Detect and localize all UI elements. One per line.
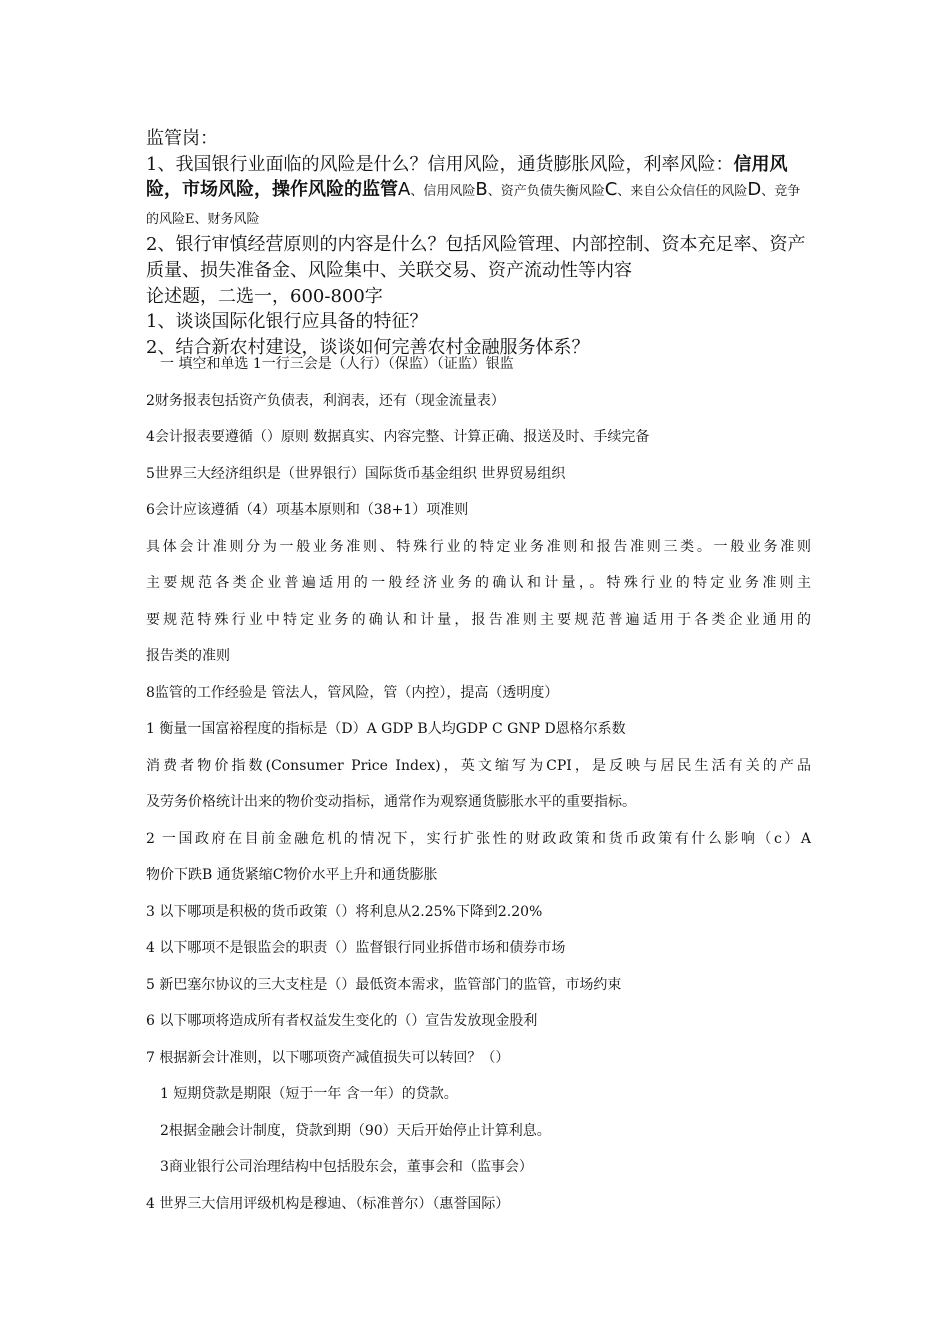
mcq-line-14: 4 世界三大信用评级机构是穆迪、（标准普尔）（惠誉国际） — [146, 1195, 510, 1212]
essay-item-2: 2、结合新农村建设，谈谈如何完善农村金融服务体系？ — [146, 336, 590, 358]
fill-line-7: 主要规范各类企业普遍适用的一般经济业务的确认和计量，。特殊行业的特定业务准则主 — [146, 575, 811, 591]
mcq-line-9: 6 以下哪项将造成所有者权益发生变化的（）宣告发放现金股利 — [146, 1013, 538, 1029]
mcq-line-13: 3商业银行公司治理结构中包括股东会，董事会和（监事会） — [160, 1159, 533, 1175]
mcq-line-12: 2根据金融会计制度，贷款到期（90）天后开始停止计算利息。 — [160, 1122, 551, 1139]
fill-line-5: 6会计应该遵循（4）项基本原则和（38+1）项准则 — [146, 502, 469, 518]
mcq-line-8: 5 新巴塞尔协议的三大支柱是（）最低资本需求，监管部门的监管，市场约束 — [146, 976, 622, 993]
fill-line-1: 一 填空和单选 1一行三会是（人行）（保监）（证监）银监 — [160, 356, 514, 372]
document-body-section — [146, 346, 811, 1222]
question-1-answer-bold: 信用风险，市场风险，操作风险的监管 — [146, 153, 788, 201]
fill-line-6: 具体会计准则分为一般业务准则、特殊行业的特定业务准则和报告准则三类。一般业务准则 — [146, 538, 811, 555]
option-c: 、来自公众信任的风险 — [617, 184, 748, 200]
fill-line-9: 报告类的准则 — [146, 648, 230, 664]
question-1-text: 1、我国银行业面临的风险是什么？信用风险，通货膨胀风险，利率风险： — [146, 153, 734, 175]
mcq-line-10: 7 根据新会计准则，以下哪项资产减值损失可以转回？（） — [146, 1049, 510, 1066]
section-title: 监管岗： — [146, 128, 218, 149]
fill-line-10: 8监管的工作经验是 管法人，管风险，管（内控），提高（透明度） — [146, 684, 559, 701]
option-a: 、信用风险 — [410, 184, 476, 200]
option-b: 、资产负债失衡风险 — [487, 184, 605, 200]
mcq-line-6: 3 以下哪项是积极的货币政策（）将利息从2.25%下降到2.20% — [146, 903, 543, 920]
option-e: E、财务风险 — [185, 211, 260, 227]
fill-line-8: 要规范特殊行业中特定业务的确认和计量，报告准则主要规范普遍适用于各类企业通用的 — [146, 611, 811, 628]
essay-title: 论述题，二选一，600-800字 — [146, 285, 383, 307]
fill-line-4: 5世界三大经济组织是（世界银行）国际货币基金组织 世界贸易组织 — [146, 465, 566, 482]
mcq-line-11: 1 短期贷款是期限（短于一年 含一年）的贷款。 — [160, 1086, 458, 1102]
option-a-letter: A — [398, 179, 411, 201]
fill-line-3: 4会计报表要遵循（）原则 数据真实、内容完整、计算正确、报送及时、手续完备 — [146, 429, 650, 445]
mcq-line-7: 4 以下哪项不是银监会的职责（）监督银行同业拆借市场和债券市场 — [146, 940, 566, 956]
option-d: 、竞争的风险 — [146, 184, 801, 227]
option-b-letter: B — [475, 179, 488, 201]
option-c-letter: C — [604, 179, 618, 201]
question-1 — [146, 152, 811, 233]
option-d-letter: D — [747, 179, 762, 201]
mcq-line-3: 及劳务价格统计出来的物价变动指标，通常作为观察通货膨胀水平的重要指标。 — [146, 794, 636, 810]
question-2: 2、银行审慎经营原则的内容是什么？包括风险管理、内部控制、资本充足率、资产质量、损失准备金、风险集中、关联交易、资产流动性等内容 — [146, 234, 806, 281]
document-header-section — [146, 126, 811, 360]
essay-item-1: 1、谈谈国际化银行应具备的特征？ — [146, 311, 428, 333]
mcq-line-2: 消费者物价指数(Consumer Price Index)，英文缩写为CPI，是反映与居民生活有关的产品 — [146, 757, 811, 774]
mcq-line-5: 物价下跌B 通货紧缩C物价水平上升和通货膨胀 — [146, 867, 438, 883]
fill-line-2: 2财务报表包括资产负债表，利润表，还有（现金流量表） — [146, 392, 505, 409]
mcq-line-4: 2 一国政府在目前金融危机的情况下，实行扩张性的财政政策和货币政策有什么影响（c）A — [146, 830, 811, 847]
mcq-line-1: 1 衡量一国富裕程度的指标是（D）A GDP B人均GDP C GNP D恩格尔系数 — [146, 721, 626, 737]
